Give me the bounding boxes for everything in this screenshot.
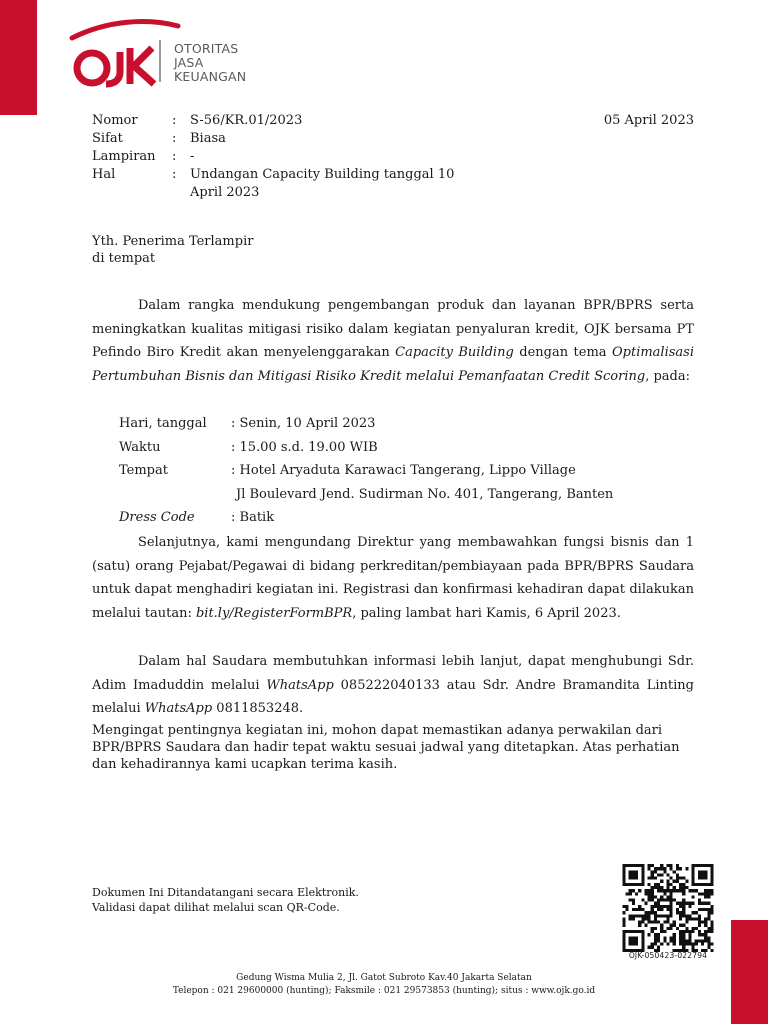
logo-line-1: OTORITAS [174, 41, 239, 56]
meta-colon: : [172, 149, 177, 164]
esign-line-1: Dokumen Ini Ditandatangani secara Elektronik. [92, 886, 359, 899]
detail-value: : Batik [231, 510, 275, 525]
recipient-block [92, 233, 253, 267]
meta-row-hal [92, 166, 490, 202]
detail-value: : Senin, 10 April 2023 [231, 416, 376, 431]
detail-label: Tempat [119, 463, 168, 478]
meta-value: S-56/KR.01/2023 [190, 113, 303, 128]
logo-wordmark [174, 42, 246, 84]
meta-value: Biasa [190, 131, 226, 146]
red-accent-bar-top [0, 0, 37, 115]
event-details [119, 412, 613, 530]
logo-line-2: JASA [174, 55, 204, 70]
letter-meta [92, 112, 490, 202]
electronic-signature-note [92, 885, 359, 915]
detail-row-date [119, 412, 613, 436]
qr-code-id: OJK-050423-022794 [628, 951, 708, 960]
meta-label: Sifat [92, 131, 123, 146]
detail-row-place [119, 459, 613, 483]
recipient-line-2: di tempat [92, 251, 156, 266]
meta-value: - [190, 149, 195, 164]
esign-line-2: Validasi dapat dilihat melalui scan QR-Code. [92, 901, 340, 914]
paragraph-1-text: , pada: [645, 368, 690, 384]
footer-address: Gedung Wisma Mulia 2, Jl. Gatot Subroto Kav.40 Jakarta Selatan [236, 973, 532, 983]
paragraph-2-text: , paling lambat hari Kamis, 6 April 2023. [352, 605, 621, 621]
detail-place-continued: Jl Boulevard Jend. Sudirman No. 401, Tangerang, Banten [236, 486, 614, 502]
meta-label: Lampiran [92, 149, 156, 164]
paragraph-1-text: Dalam rangka mendukung pengembangan produk dan layanan BPR/BPRS serta meningkatkan kualitas mitigasi risiko dalam kegiatan penyaluran kredit, OJK bersama PT Pefindo Biro Kredit akan menyelenggarakan [92, 298, 694, 360]
paragraph-1-italic: Optimalisasi Pertumbuhan Bisnis dan Mitigasi Risiko Kredit melalui Pemanfaatan Credit Scoring [92, 345, 694, 384]
paragraph-1-text: dengan tema [513, 345, 612, 360]
detail-value: : 15.00 s.d. 19.00 WIB [231, 439, 378, 455]
detail-label: Hari, tanggal [119, 416, 207, 431]
detail-row-time [119, 436, 613, 460]
meta-row-sifat [92, 130, 490, 148]
detail-value: : Hotel Aryaduta Karawaci Tangerang, Lippo Village [231, 463, 576, 478]
qr-code-icon [622, 864, 714, 952]
paragraph-2 [92, 531, 694, 625]
paragraph-4: Mengingat pentingnya kegiatan ini, mohon dapat memastikan adanya perwakilan dari BPR/BPRS Saudara dan hadir tepat waktu sesuai jadwal yang ditetapkan. Atas perhatian dan kehadirannya kami ucapkan terima kasih. [92, 723, 680, 772]
detail-label: Waktu [119, 439, 161, 455]
paragraph-3-text: Dalam hal Saudara membutuhkan informasi lebih lanjut, dapat menghubungi Sdr. Adim Imaduddin melalui [92, 654, 694, 693]
detail-row-dress-code [119, 506, 613, 530]
paragraph-1 [92, 294, 694, 388]
recipient-line-1: Yth. Penerima Terlampir [92, 234, 254, 249]
logo-line-3: KEUANGAN [174, 69, 247, 84]
paragraph-3-text: 085222040133 atau Sdr. Andre Bramandita Linting melalui [92, 677, 694, 716]
meta-row-nomor [92, 112, 490, 130]
paragraph-3-text: 0811853248. [212, 701, 304, 716]
paragraph-3-italic: WhatsApp [144, 701, 213, 716]
registration-link[interactable]: bit.ly/RegisterFormBPR [195, 605, 353, 621]
page-footer [0, 972, 768, 998]
meta-row-lampiran [92, 148, 490, 166]
meta-colon: : [172, 131, 177, 146]
paragraph-1-italic: Capacity Building [395, 345, 514, 360]
meta-colon: : [172, 167, 177, 182]
meta-label: Nomor [92, 113, 138, 128]
meta-colon: : [172, 113, 177, 128]
paragraph-3-italic: WhatsApp [266, 677, 334, 693]
paragraph-3 [92, 650, 694, 721]
footer-contact: Telepon : 021 29600000 (hunting); Faksmile : 021 29573853 (hunting); situs : www.ojk.go.id [172, 986, 596, 996]
meta-value: Undangan Capacity Building tanggal 10 April 2023 [190, 167, 455, 200]
detail-label: Dress Code [119, 510, 195, 525]
letter-date: 05 April 2023 [603, 113, 694, 128]
meta-label: Hal [92, 167, 116, 182]
paragraph-2-text: Selanjutnya, kami mengundang Direktur yang membawahkan fungsi bisnis dan 1 (satu) orang Pejabat/Pegawai di bidang perkreditan/pembiayaan pada BPR/BPRS Saudara untuk dapat menghadiri kegiatan ini. Registrasi dan konfirmasi kehadiran dapat dilakukan melalui tautan: [92, 535, 694, 621]
